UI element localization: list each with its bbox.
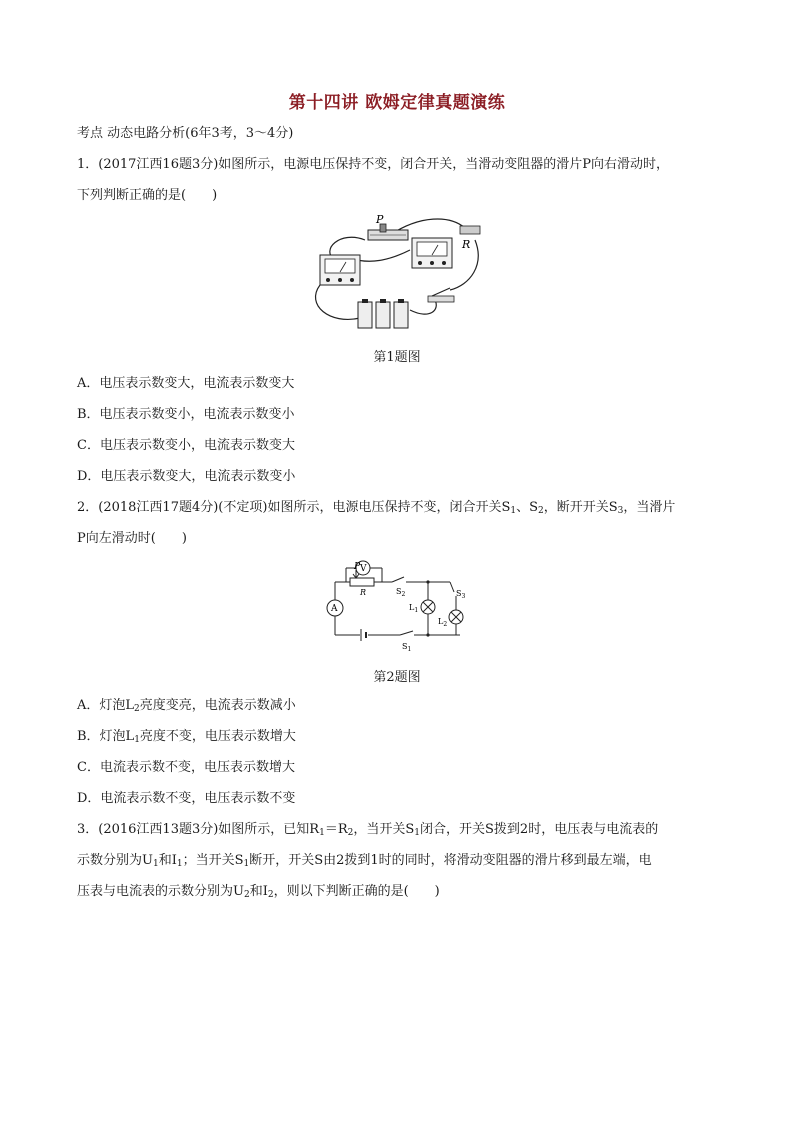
q2-option-a: A．灯泡$L_2$亮度变亮，电流表示数减小	[77, 698, 296, 714]
q2-label-s3: $S_3$	[456, 589, 466, 600]
q1-option-a: A．电压表示数变大，电流表示数变大	[77, 376, 295, 391]
q2-label-l2: $L_2$	[438, 617, 448, 628]
q2-caption: 第2题图	[373, 670, 421, 685]
q2-label-p: P	[354, 562, 361, 572]
section-heading: 考点 动态电路分析(6年3考，3～4分)	[77, 126, 294, 141]
q1-label-r: R	[462, 238, 471, 251]
q2-option-c: C．电流表示数不变，电压表示数增大	[77, 760, 295, 775]
q1-option-d: D．电压表示数变大，电流表示数变小	[77, 469, 296, 484]
q1-label-p: P	[376, 213, 384, 226]
q1-option-b: B．电压表示数变小，电流表示数变小	[77, 407, 295, 422]
q1-caption: 第1题图	[373, 350, 421, 365]
q2-stem-line1: 2．(2018江西17题4分)(不定项)如图所示，电源电压保持不变，闭合开关$S_1$、$S_2$，断开开关$S_3$，当滑片	[77, 500, 676, 516]
q2-label-r: R	[360, 588, 367, 597]
q3-stem-line2: 示数分别为$U_1$和$I_1$；当开关$S_1$断开，开关S由2拨到1时的同时，将滑动变阻器的滑片移到最左端，电	[77, 853, 652, 869]
q1-option-c: C．电压表示数变小，电流表示数变大	[77, 438, 295, 453]
q1-stem-line1: 1．(2017江西16题3分)如图所示，电源电压保持不变，闭合开关，当滑动变阻器的滑片P向右滑动时，	[77, 157, 670, 172]
q3-stem-line3: 压表与电流表的示数分别为$U_2$和$I_2$，则以下判断正确的是( )	[77, 884, 440, 900]
q1-circuit-figure	[300, 210, 490, 335]
q2-option-d: D．电流表示数不变，电压表示数不变	[77, 791, 296, 806]
q2-stem-line2: P向左滑动时( )	[77, 531, 187, 546]
q2-label-l1: $L_1$	[409, 603, 419, 614]
q2-label-s2: $S_2$	[396, 587, 406, 598]
q2-circuit-figure	[320, 560, 470, 652]
q1-stem-line2: 下列判断正确的是( )	[77, 188, 218, 203]
q2-label-s1: $S_1$	[402, 642, 412, 652]
q2-label-v: V	[360, 564, 367, 574]
q2-option-b: B．灯泡$L_1$亮度不变，电压表示数增大	[77, 729, 296, 745]
q2-label-a: A	[331, 604, 338, 614]
q3-stem-line1: 3．(2016江西13题3分)如图所示，已知$R_1=R_2$，当开关$S_1$闭合，开关S拨到2时，电压表与电流表的	[77, 822, 659, 838]
page-title: 第十四讲 欧姆定律真题演练	[288, 93, 506, 113]
